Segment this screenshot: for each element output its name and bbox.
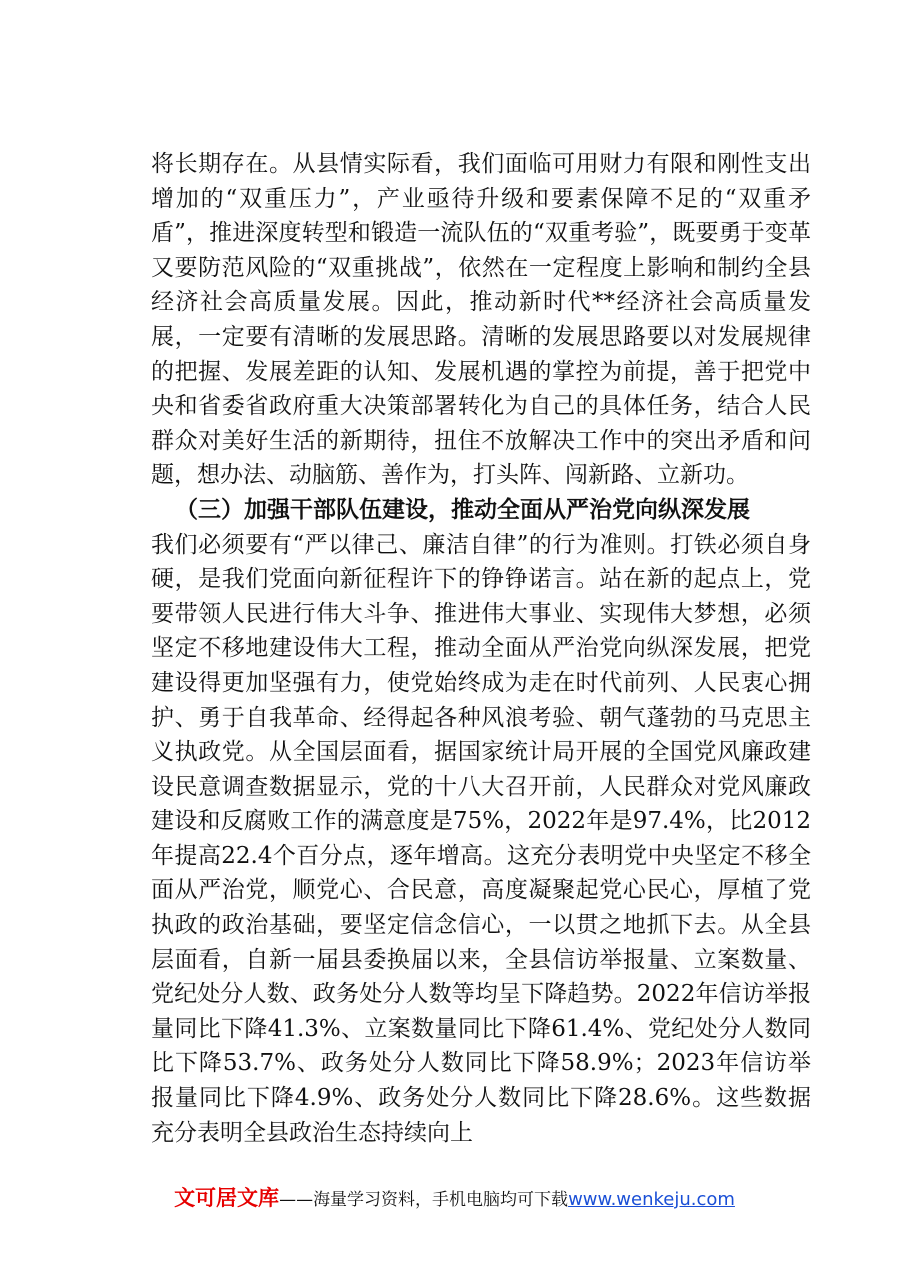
footer-banner <box>0 1182 909 1212</box>
section-heading: （三）加强干部队伍建设，推动全面从严治党向纵深发展 <box>175 495 750 523</box>
document-body <box>151 147 811 1150</box>
footer-site-link[interactable]: www.wenkeju.com <box>568 1189 735 1210</box>
paragraph: 将长期存在。从县情实际看，我们面临可用财力有限和刚性支出增加的“双重压力”，产业亟待升级和要素保障不足的“双重矛盾”，推进深度转型和锻造一流队伍的“双重考验”，既要勇于变革又要防范风险的“双重挑战”，依然在一定程度上影响和制约全县经济社会高质量发展。因此，推动新时代**经济社会高质量发展，一定要有清晰的发展思路。清晰的发展思路要以对发展规律的把握、发展差距的认知、发展机遇的掌控为前提，善于把党中央和省委省政府重大决策部署转化为自己的具体任务，结合人民群众对美好生活的新期待，扭住不放解决工作中的突出矛盾和问题，想办法、动脑筋、善作为，打头阵、闯新路、立新功。 <box>151 151 811 489</box>
footer-brand: 文可居文库 <box>174 1186 280 1210</box>
paragraph: 我们必须要有“严以律己、廉洁自律”的行为准则。打铁必须自身硬，是我们党面向新征程许下的铮铮诺言。站在新的起点上，党要带领人民进行伟大斗争、推进伟大事业、实现伟大梦想，必须坚定不移地建设伟大工程，推动全面从严治党向纵深发展，把党建设得更加坚强有力，使党始终成为走在时代前列、人民衷心拥护、勇于自我革命、经得起各种风浪考验、朝气蓬勃的马克思主义执政党。从全国层面看，据国家统计局开展的全国党风廉政建设民意调查数据显示，党的十八大召开前，人民群众对党风廉政建设和反腐败工作的满意度是75%，2022年是97.4%，比2012年提高22.4个百分点，逐年增高。这充分表明党中央坚定不移全面从严治党，顺党心、合民意，高度凝聚起党心民心，厚植了党执政的政治基础，要坚定信念信心，一以贯之地抓下去。从全县层面看，自新一届县委换届以来，全县信访举报量、立案数量、党纪处分人数、政务处分人数等均呈下降趋势。2022年信访举报量同比下降41.3%、立案数量同比下降61.4%、党纪处分人数同比下降53.7%、政务处分人数同比下降58.9%；2023年信访举报量同比下降4.9%、政务处分人数同比下降28.6%。这些数据充分表明全县政治生态持续向上 <box>151 531 811 1146</box>
footer-tagline: ——海量学习资料，手机电脑均可下载 <box>279 1190 569 1210</box>
